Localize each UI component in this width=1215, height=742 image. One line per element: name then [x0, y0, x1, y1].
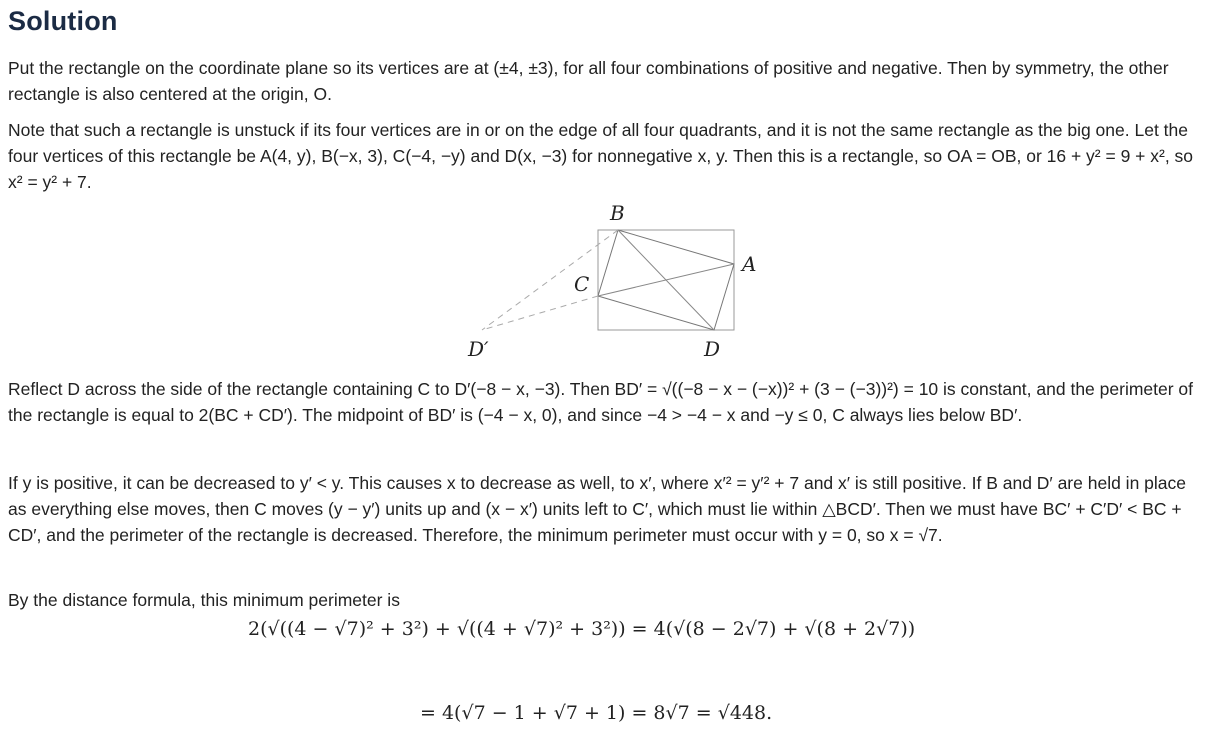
label-a: A — [742, 252, 757, 276]
paragraph-5: By the distance formula, this minimum perimeter is — [8, 590, 400, 610]
paragraph-4: If y is positive, it can be decreased to y′ < y. This causes x to decrease as well, to x′, where x′² = y′² + 7 and x′ is still positive. If B and D′ are held in place as everything else moves, then C moves (y − y′) units up and (x − x′) units left to C′, which must lie within △BCD′. Then we must have BC′ + C′D′ < BC + CD′, and the perimeter of the rectangle is decreased. Therefore, the minimum perimeter must occur with y = 0, so x = √7. — [8, 473, 1186, 545]
equation-2: = 4(√7 − 1 + √7 + 1) = 8√7 = √448. — [420, 702, 773, 724]
diagonal-ac — [598, 264, 734, 296]
section-heading: Solution — [8, 6, 118, 36]
paragraph-2: Note that such a rectangle is unstuck if its four vertices are in or on the edge of all four quadrants, and it is not the same rectangle as the big one. Let the four vertices of this rectangle be A(4, y), B(−x, 3), C(−4, −y) and D(x, −3) for nonnegative x, y. Then this is a rectangle, so OA = OB, or 16 + y² = 9 + x², so x² = y² + 7. — [8, 120, 1194, 192]
rectangle-diagram — [458, 196, 778, 366]
label-d-prime: D′ — [468, 337, 489, 361]
paragraph-1: Put the rectangle on the coordinate plane so its vertices are at (±4, ±3), for all four combinations of positive and negative. Then by symmetry, the other rectangle is also centered at the origin, O. — [8, 58, 1169, 104]
paragraph-3: Reflect D across the side of the rectangle containing C to D′(−8 − x, −3). Then BD′ = √((−8 − x − (−x))² + (3 − (−3))²) = 10 is constant, and the perimeter of the rectangle is equal to 2(BC + CD′). The midpoint of BD′ is (−4 − x, 0), and since −4 > −4 − x and −y ≤ 0, C always lies below BD′. — [8, 379, 1194, 425]
label-d: D — [704, 337, 721, 361]
label-c: C — [574, 272, 590, 296]
equation-1: 2(√((4 − √7)² + 3²) + √((4 + √7)² + 3²)) = 4(√(8 − 2√7) + √(8 + 2√7)) — [248, 618, 916, 640]
label-b: B — [610, 201, 625, 225]
dashed-cd-prime — [482, 296, 598, 330]
